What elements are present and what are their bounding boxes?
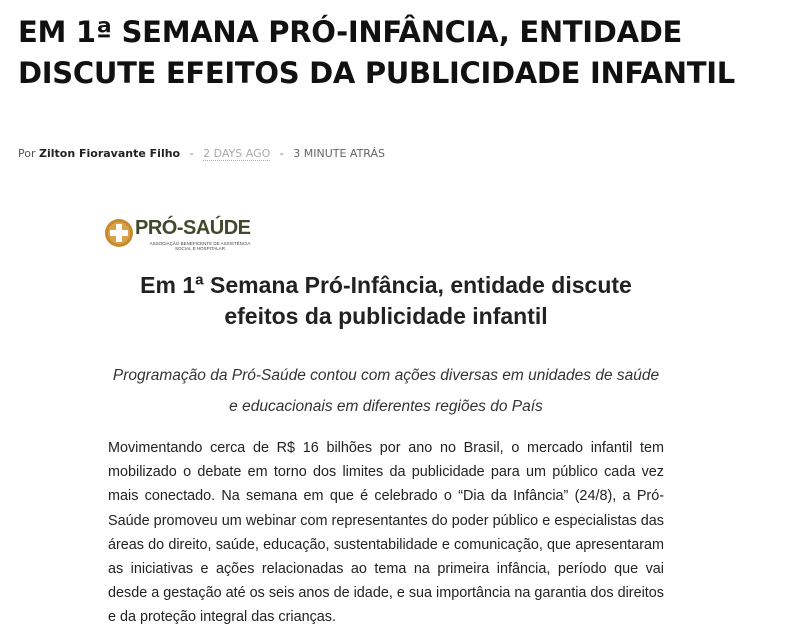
meta-separator: - [189,147,194,160]
plus-cross-icon [104,218,134,248]
post-meta [18,147,385,160]
post-date: 2 DAYS AGO [203,147,271,160]
article-paragraph: Movimentando cerca de R$ 16 bilhões por ano no Brasil, o mercado infantil tem mobilizado o debate em torno dos limites da publicidade para um público cada vez mais conectado. Na semana em que é celebrado o “Dia da Infância” (24/8), a Pró-Saúde promoveu um webinar com representantes do poder público e especialistas das áreas do direito, saúde, educação, sustentabilidade e comunicação, que apresentaram as iniciativas e ações relacionadas ao tema na primeira infância, período que vai desde a gestação até os seis anos de idade, e sua importância na garantia dos direitos e da proteção integral das crianças. [108,440,665,626]
post-headline: EM 1ª SEMANA PRÓ-INFÂNCIA, ENTIDADE DISCUTE EFEITOS DA PUBLICIDADE INFANTIL [18,15,735,90]
article-subtitle: Programação da Pró-Saúde contou com ações diversas em unidades de saúde e educacionais em diferentes regiões do País [112,367,660,415]
logo-name: PRÓ-SAÚDE [135,217,251,239]
article-title: Em 1ª Semana Pró-Infância, entidade discute efeitos da publicidade infantil [140,272,632,329]
logo-tagline: ASSOCIAÇÃO BENEFICENTE DE ASSISTÊNCIA SOCIAL E HOSPITALAR [149,241,251,251]
byline-prefix: Por [18,147,36,160]
author-link[interactable]: Zilton Fioravante Filho [39,147,181,160]
meta-separator: - [279,147,284,160]
pro-saude-logo [104,215,264,255]
read-time: 3 MINUTE ATRÁS [293,147,386,160]
